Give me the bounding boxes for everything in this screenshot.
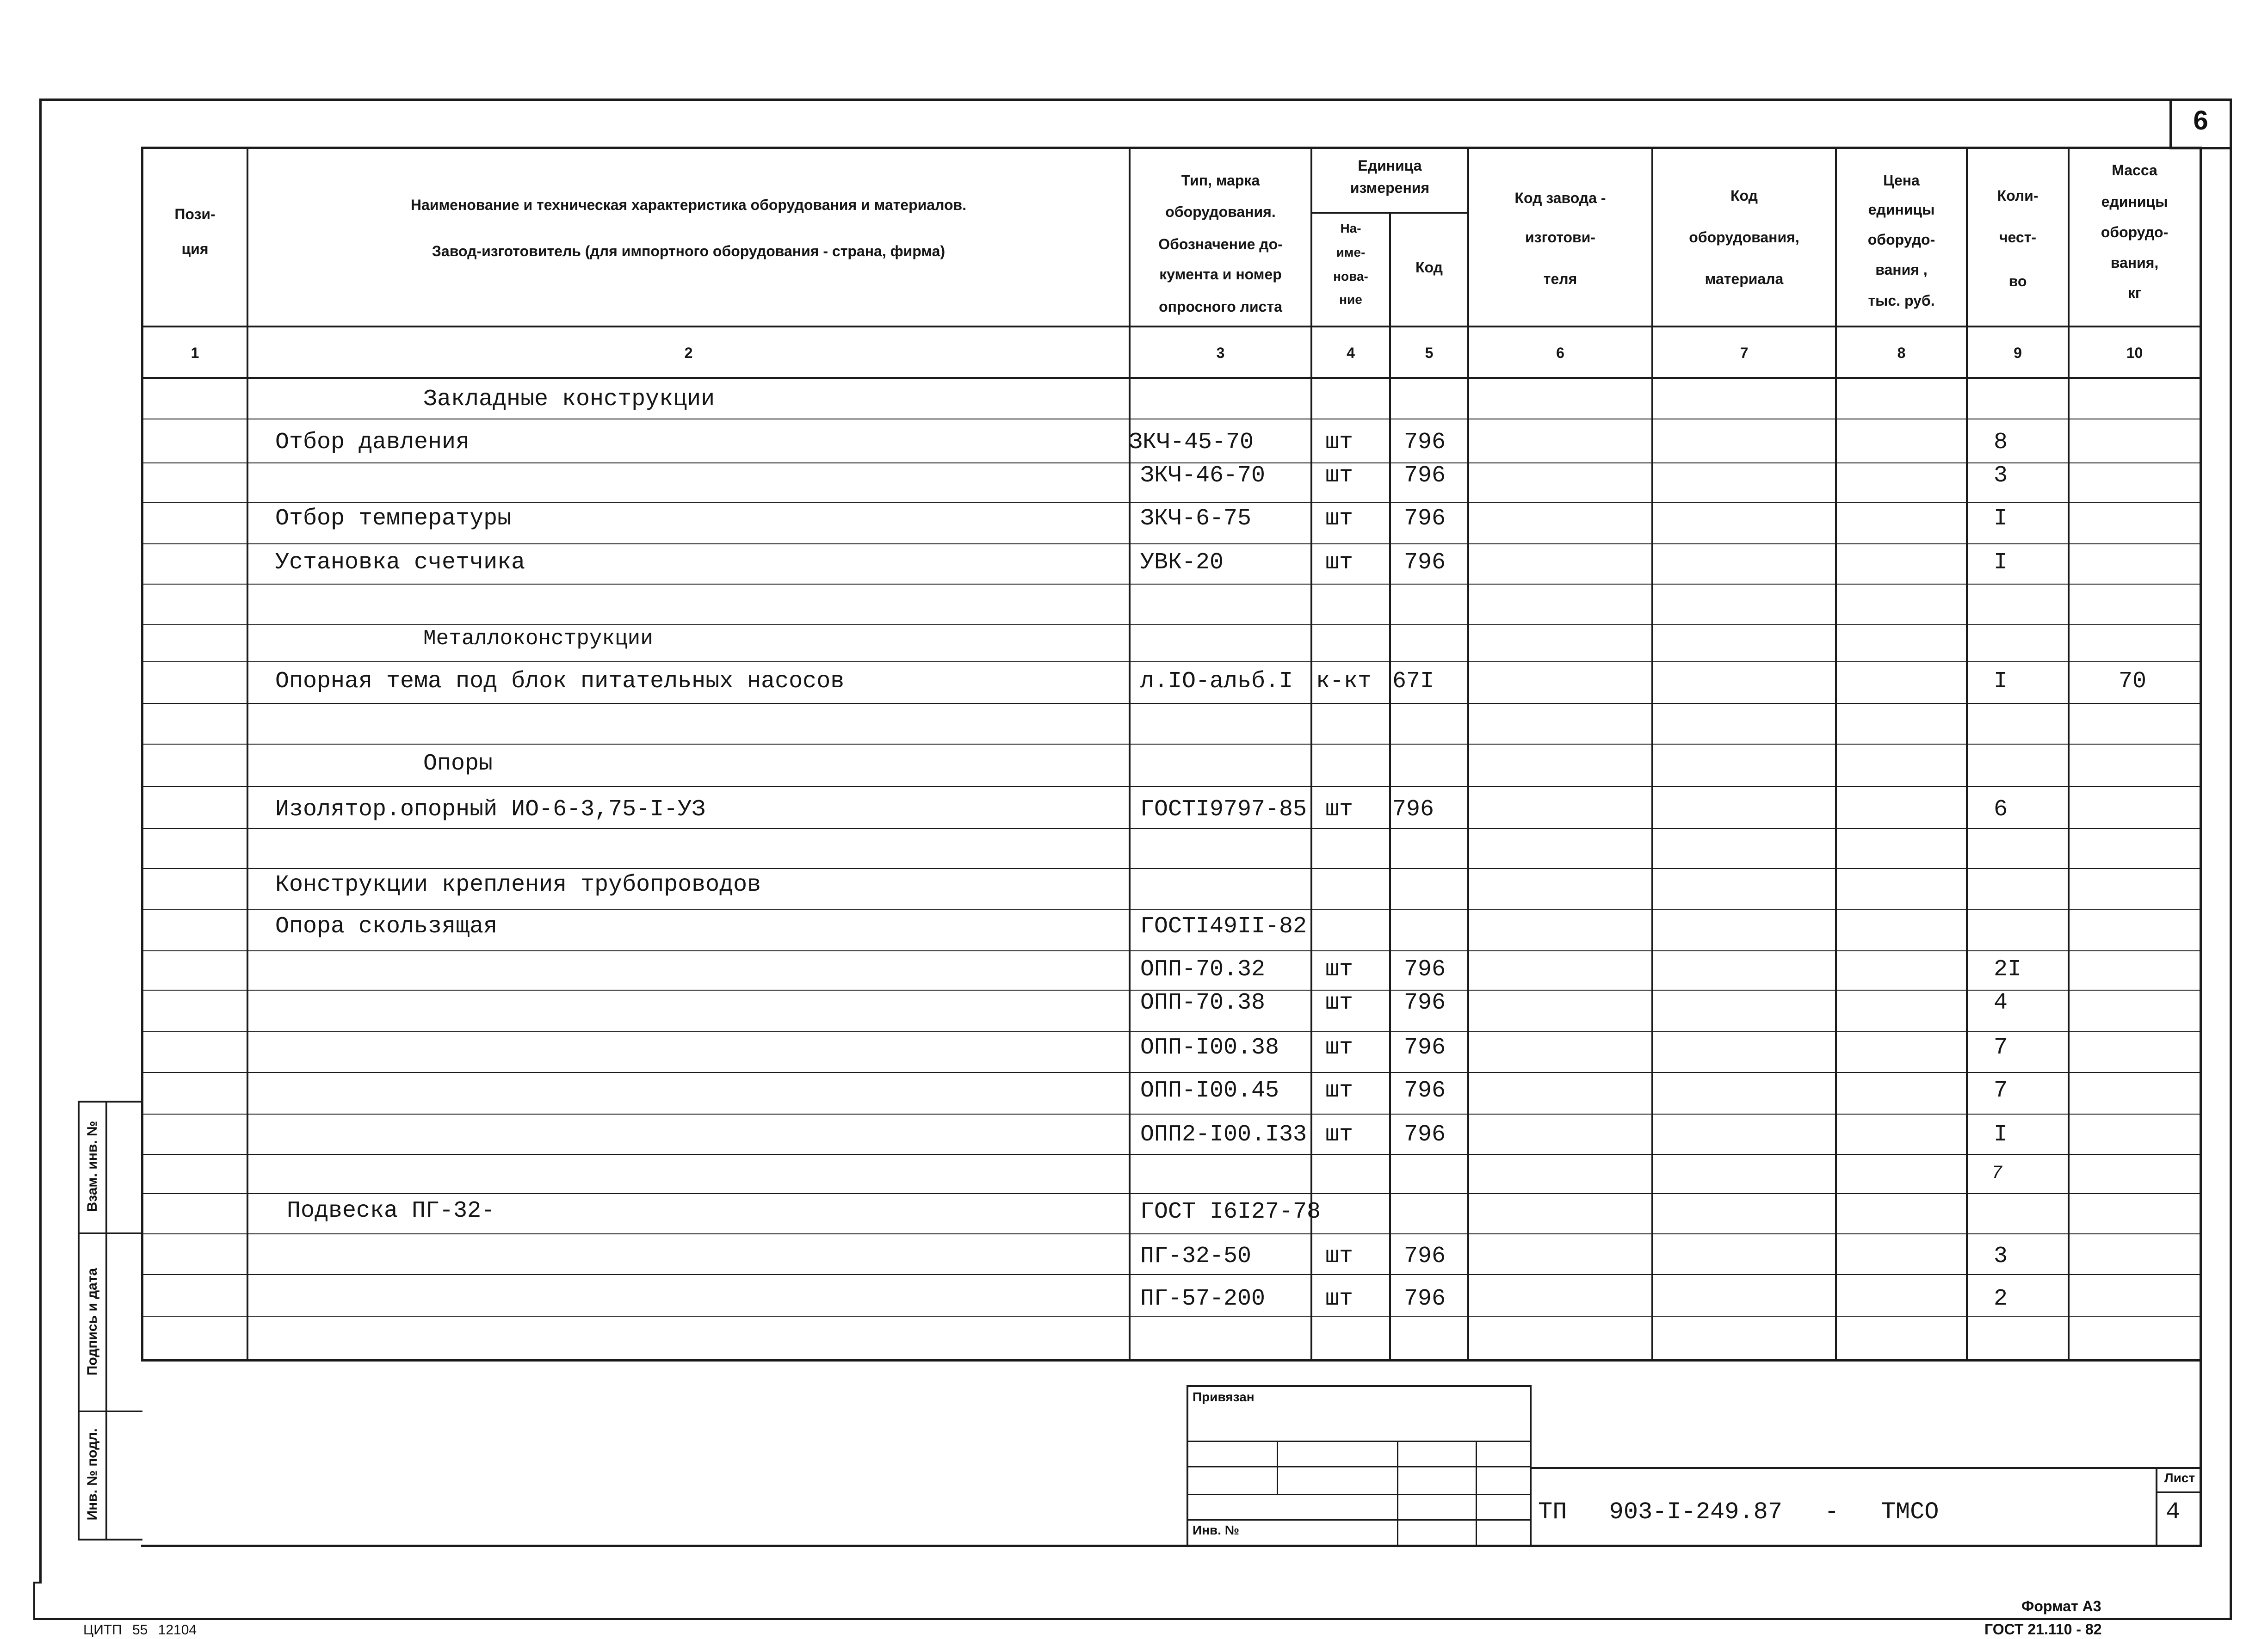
item-unit: шт bbox=[1325, 1286, 1353, 1312]
sheet-number: 4 bbox=[2166, 1498, 2181, 1526]
bound-label: Привязан bbox=[1193, 1390, 1255, 1404]
item-type: ГОСТI49II-82 bbox=[1140, 913, 1307, 940]
item-type: ЗКЧ-6-75 bbox=[1140, 505, 1252, 532]
item-code: 796 bbox=[1404, 1243, 1446, 1269]
sheet-corner-number: 6 bbox=[2193, 105, 2208, 136]
item-type: УВК-20 bbox=[1140, 549, 1224, 576]
item-name: Отбор давления bbox=[275, 429, 470, 456]
item-qty: I bbox=[1994, 505, 2008, 532]
item-name: Подвеска ПГ-32- bbox=[287, 1198, 495, 1224]
item-mass: 70 bbox=[2119, 668, 2147, 695]
section-heading: Закладные конструкции bbox=[423, 386, 715, 413]
sheet-label: Лист bbox=[2164, 1471, 2195, 1485]
item-unit: к-кт bbox=[1316, 668, 1372, 695]
item-code: 796 bbox=[1404, 956, 1446, 983]
item-type: ГОСТI9797-85 bbox=[1140, 796, 1307, 823]
item-unit: шт bbox=[1325, 1121, 1353, 1148]
item-unit: шт bbox=[1325, 429, 1353, 456]
item-qty: I bbox=[1994, 668, 2008, 695]
item-name: Конструкции крепления трубопроводов bbox=[275, 872, 761, 898]
item-name: Отбор температуры bbox=[275, 505, 512, 532]
document-page: 6 Пози- ция Наименование и техническая характеристика оборудования и материалов. Завод-изготовитель (для импортного оборудования - страна, фирма) Тип, марка оборудования. Обозначение до- кумента и номер опросного листа Единица измерения На- име- нова- ние Код Код завода - изготови- теля Код оборудования, материала Цена единицы оборудо- вания , тыс. руб. Коли- чест- во Масса единицы оборудо- вания, кг 1 2 3 4 5 6 7 8 9 10 Закладные конструкции Отбор давления ЗКЧ-45-70 шт 796 8 ЗКЧ-46-70 шт 796 3 Отбор температуры ЗКЧ-6-75 шт 796 I Установка счетчика УВК-20 шт 796 I Металлоконструкции Опорная тема под блок питательных насосов л.IO-альб.I к-кт 67I I 70 Опоры Изолятор.опорный ИО-6-3,75-I-УЗ ГОСТI9797-85 шт 796 6 Конструкции крепления трубопроводов Опора скользящая ГОСТI49II-82 ОПП-70.32 шт 796 2I ОПП-70.38 шт 796 4 ОПП-I00.38 шт 796 7 ОПП-I00.45 шт 796 7 ОПП2-I00.I33 шт 796 I 7 Подвеска ПГ-32- ГОСТ I6I27-78 ПГ-32-50 шт 796 3 ПГ-57-200 шт 796 2 Взам. инв. № Подпись и дата Инв. № подл. Привязан Инв. № ТП 903-I-249.87 - ТМСО Лист 4 ЦИТП 55 12104 Формат А3 ГОСТ 21.110 - 82 bbox=[0, 0, 2268, 1639]
item-unit: шт bbox=[1325, 505, 1353, 532]
item-name: Опора скользящая bbox=[275, 913, 498, 940]
item-type: ПГ-57-200 bbox=[1140, 1286, 1266, 1312]
side-stamp-replace-inv: Взам. инв. № bbox=[84, 1121, 100, 1212]
side-stamp-signature-date: Подпись и дата bbox=[84, 1268, 100, 1376]
item-name: Изолятор.опорный ИО-6-3,75-I-УЗ bbox=[275, 796, 706, 823]
footer-gost: ГОСТ 21.110 - 82 bbox=[1984, 1621, 2102, 1638]
item-type: ОПП-I00.38 bbox=[1140, 1035, 1279, 1061]
item-qty: 3 bbox=[1994, 1243, 2008, 1269]
item-type: л.IO-альб.I bbox=[1140, 668, 1293, 695]
item-qty: 3 bbox=[1994, 462, 2008, 489]
item-code: 796 bbox=[1404, 1121, 1446, 1148]
item-unit: шт bbox=[1325, 796, 1353, 823]
item-qty: 4 bbox=[1994, 990, 2008, 1016]
item-qty: 8 bbox=[1994, 429, 2008, 456]
item-qty: 7 bbox=[1991, 1163, 2003, 1184]
item-code: 796 bbox=[1404, 1286, 1446, 1312]
header-col-unit-code: Код bbox=[1415, 259, 1443, 276]
item-name: Опорная тема под блок питательных насосов bbox=[275, 668, 845, 695]
item-type: ЗКЧ-45-70 bbox=[1129, 429, 1254, 456]
item-unit: шт bbox=[1325, 462, 1353, 489]
item-type: ЗКЧ-46-70 bbox=[1140, 462, 1266, 489]
item-code: 796 bbox=[1404, 429, 1446, 456]
item-code: 796 bbox=[1392, 796, 1434, 823]
section-heading: Металлоконструкции bbox=[423, 627, 653, 651]
item-type: ОПП2-I00.I33 bbox=[1140, 1121, 1307, 1148]
item-unit: шт bbox=[1325, 990, 1353, 1016]
item-code: 796 bbox=[1404, 462, 1446, 489]
item-type: ОПП-70.38 bbox=[1140, 990, 1266, 1016]
item-code: 67I bbox=[1392, 668, 1434, 695]
item-type: ПГ-32-50 bbox=[1140, 1243, 1252, 1269]
item-type: ОПП-70.32 bbox=[1140, 956, 1266, 983]
inv-label: Инв. № bbox=[1193, 1523, 1240, 1537]
item-code: 796 bbox=[1404, 505, 1446, 532]
footer-left-code: ЦИТП 55 12104 bbox=[83, 1622, 197, 1638]
section-heading: Опоры bbox=[423, 751, 493, 777]
item-qty: I bbox=[1994, 549, 2008, 576]
footer-format: Формат А3 bbox=[2021, 1598, 2101, 1614]
item-unit: шт bbox=[1325, 1035, 1353, 1061]
item-qty: 6 bbox=[1994, 796, 2008, 823]
drawing-designation: ТП 903-I-249.87 - ТМСО bbox=[1538, 1498, 1939, 1526]
item-unit: шт bbox=[1325, 1243, 1353, 1269]
side-stamp-orig-inv: Инв. № подл. bbox=[84, 1428, 100, 1521]
item-unit: шт bbox=[1325, 956, 1353, 983]
item-unit: шт bbox=[1325, 549, 1353, 576]
item-code: 796 bbox=[1404, 1035, 1446, 1061]
item-qty: 2 bbox=[1994, 1286, 2008, 1312]
item-type: ОПП-I00.45 bbox=[1140, 1078, 1279, 1104]
item-unit: шт bbox=[1325, 1078, 1353, 1104]
item-qty: 7 bbox=[1994, 1078, 2008, 1104]
item-code: 796 bbox=[1404, 1078, 1446, 1104]
item-type: ГОСТ I6I27-78 bbox=[1140, 1199, 1321, 1225]
item-qty: 7 bbox=[1994, 1035, 2008, 1061]
item-name: Установка счетчика bbox=[275, 549, 525, 576]
item-qty: 2I bbox=[1994, 956, 2022, 983]
item-code: 796 bbox=[1404, 549, 1446, 576]
item-qty: I bbox=[1994, 1121, 2008, 1148]
item-code: 796 bbox=[1404, 990, 1446, 1016]
